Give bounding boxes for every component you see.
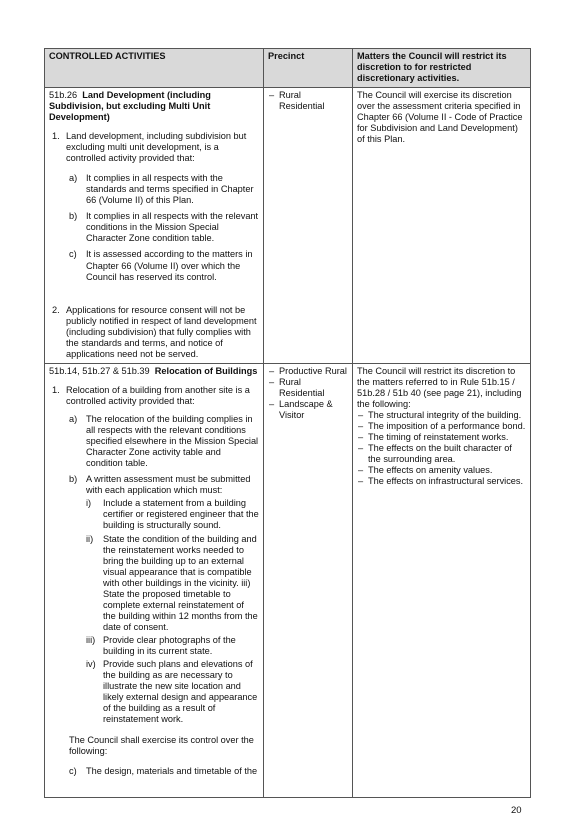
- header-controlled-activities: CONTROLLED ACTIVITIES: [45, 49, 264, 88]
- sub-list-item: i) Include a statement from a building certifier or registered engineer that the building is structurally sound.: [86, 498, 259, 531]
- activity-cell: [45, 88, 264, 364]
- rule-heading: [49, 366, 259, 377]
- sub-list-item: iii) Provide clear photographs of the building in its current state.: [86, 634, 236, 656]
- matters-item: – The imposition of a performance bond.: [358, 421, 526, 432]
- sub-list-item: iv) Provide such plans and elevations of the building as are necessary to illustrate the new site location and likely external design and appearance of the building as a result of reinstatement work.: [86, 658, 258, 724]
- list-item: c) It is assessed according to the matters in Chapter 66 (Volume II) over which the Council has reserved its control.: [69, 249, 253, 282]
- rule-heading: [49, 90, 259, 123]
- activity-cell: [45, 364, 264, 798]
- matters-intro: The Council will restrict its discretion to the matters referred to in Rule 51b.15 / 51b.28 / 51b 40 (see page 21), including the following:: [357, 366, 522, 410]
- matters-item: – The effects on amenity values.: [358, 465, 493, 476]
- list-item: 1. Relocation of a building from another site is a controlled activity provided that:: [52, 385, 250, 407]
- table-row-relocation: [45, 364, 531, 798]
- matters-item: – The timing of reinstatement works.: [358, 432, 509, 443]
- header-matters: Matters the Council will restrict its discretion to for restricted discretionary activities.: [353, 49, 531, 88]
- control-text: The Council shall exercise its control over the following:: [69, 735, 254, 757]
- table-row-land-development: [45, 88, 531, 364]
- precinct-item: – Rural Residential: [269, 377, 325, 399]
- precinct-item: – Landscape & Visitor: [269, 399, 333, 421]
- matters-cell: [353, 364, 531, 798]
- precinct-item: – Productive Rural: [269, 366, 347, 377]
- matters-cell: [353, 88, 531, 364]
- rule-title: Relocation of Buildings: [154, 366, 258, 377]
- controlled-activities-table: [44, 48, 531, 798]
- list-item: c) The design, materials and timetable of the: [69, 766, 258, 777]
- page-number: 20: [511, 805, 522, 816]
- rule-ref: 51b.14, 51b.27 & 51b.39: [49, 366, 150, 377]
- rule-title: Land Development (including Subdivision, but excluding Multi Unit Development): [49, 90, 211, 123]
- matters-item: – The effects on infrastructural services.: [358, 476, 524, 487]
- header-precinct: Precinct: [264, 49, 353, 88]
- list-item: a) The relocation of the building complies in all respects with the relevant conditions specified elsewhere in the Mission Special Character Zone activity table and condition table.: [69, 414, 259, 469]
- rule-ref: 51b.26: [49, 90, 78, 101]
- matters-item: – The effects on the built character of the surrounding area.: [358, 443, 512, 465]
- table-header-row: [45, 49, 531, 88]
- precinct-cell: [264, 364, 353, 798]
- list-item: 1. Land development, including subdivision but excluding multi unit development, is a controlled activity provided that:: [52, 131, 247, 164]
- matters-item: – The structural integrity of the building.: [358, 410, 522, 421]
- sub-list-item: ii) State the condition of the building and the reinstatement works needed to bring the building up to an external visual appearance that is compatible with other buildings in the vicinity. iii) State the proposed timetable to complete external reinstatement of the building within 12 months from the date of consent.: [86, 533, 258, 632]
- matters-text: The Council will exercise its discretion over the assessment criteria specified in Chapter 66 (Volume II - Code of Practice for Subdivision and Land Development) of this Plan.: [357, 90, 523, 145]
- list-item: b) A written assessment must be submitted with each application which must: i) Include a statement from a building certifier or registered engineer that the building is structurally sound. ii) State the condition of the building and the reinstatement works needed to bring the building up to an external visual appearance that is compatible with other buildings in the vicinity. iii) State the proposed timetable to complete external reinstatement of the building within 12 months from the date of consent. iii) Provide clear photographs of the building in its current state. iv) Provide such plans and elevations of the building as are necessary to illustrate the new site location and likely external design and appearance of the building as a result of reinstatement work.: [69, 474, 259, 724]
- list-item: b) It complies in all respects with the relevant conditions in the Mission Special Character Zone condition table.: [69, 211, 259, 244]
- precinct-item: – Rural Residential: [269, 90, 325, 112]
- list-item: 2. Applications for resource consent will not be publicly notified in respect of land development (including subdivision) that fully complies with the standards and terms, and notice of applications need not be served.: [52, 304, 257, 359]
- precinct-cell: [264, 88, 353, 364]
- list-item: a) It complies in all respects with the standards and terms specified in Chapter 66 (Volume II) of this Plan.: [69, 173, 254, 206]
